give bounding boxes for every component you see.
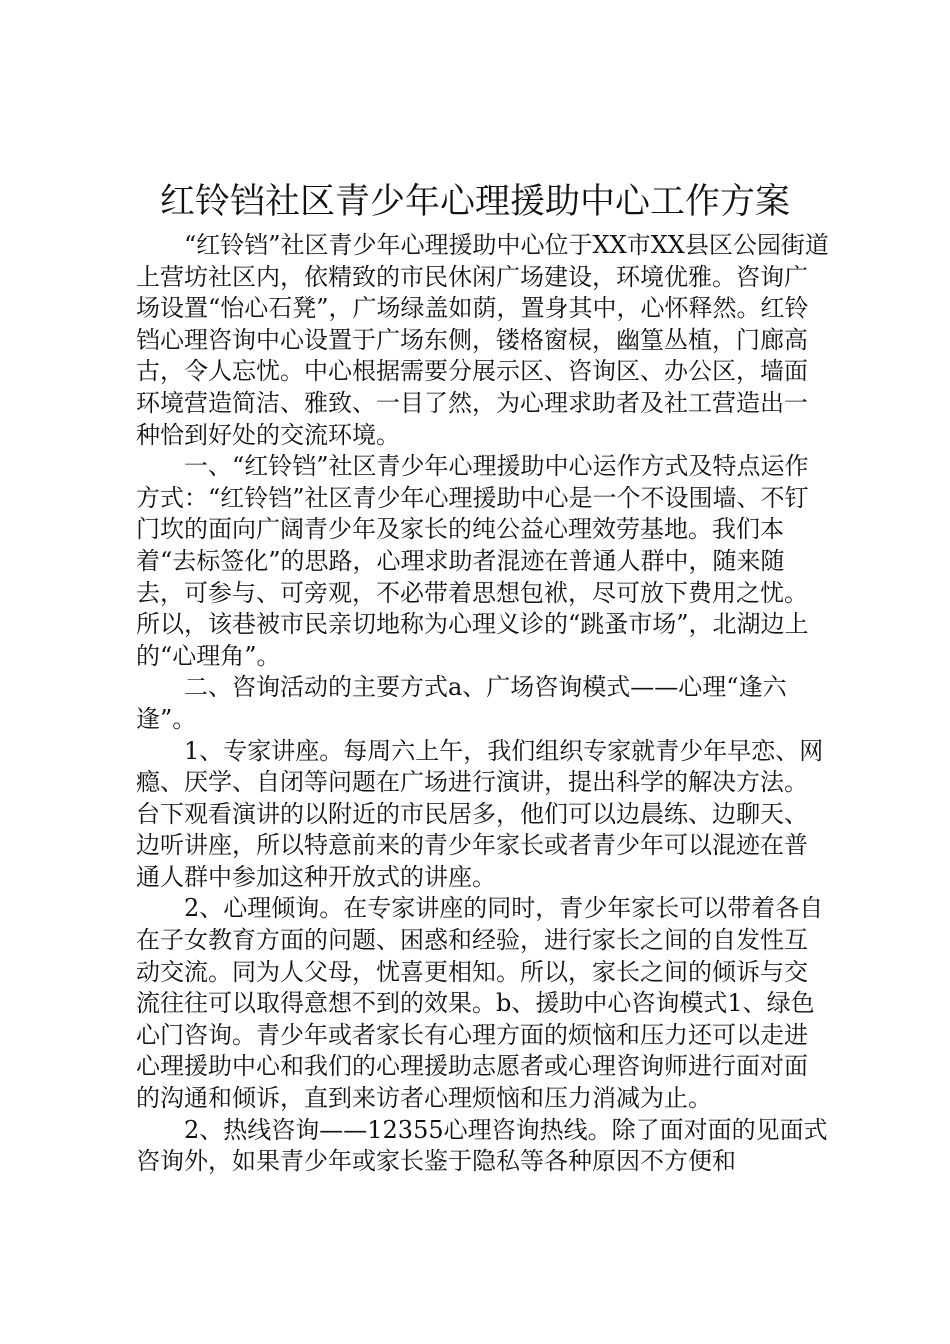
document-title: 红铃铛社区青少年心理援助中心工作方案 [159, 182, 790, 222]
paragraph-expert-lecture: 1、专家讲座。每周六上午，我们组织专家就青少年早恋、网瘾、厌学、自闭等问题在广场进行演讲，提出科学的解决方法。台下观看演讲的以附近的市民居多，他们可以边晨练、边聊天、边听讲座，所以特意前来的青少年家长或者青少年可以混迹在普通人群中参加这种开放式的讲座。 [136, 736, 824, 891]
document-body [136, 230, 830, 1178]
paragraph-intro: “红铃铛”社区青少年心理援助中心位于XX市XX县区公园街道上营坊社区内，依精致的市民休闲广场建设，环境优雅。咨询广场设置“怡心石凳”，广场绿盖如荫，置身其中，心怀释然。红铃铛心理咨询中心设置于广场东侧，镂格窗棂，幽篁丛植，门廊高古，令人忘忧。中心根据需要分展示区、咨询区、办公区，墙面环境营造简洁、雅致、一目了然，为心理求助者及社工营造出一种恰到好处的交流环境。 [136, 231, 829, 449]
paragraph-section-one: 一、“红铃铛”社区青少年心理援助中心运作方式及特点运作方式：“红铃铛”社区青少年心理援助中心是一个不设围墙、不钉门坎的面向广阔青少年及家长的纯公益心理效劳基地。我们本着“去标签化”的思路，心理求助者混迹在普通人群中，随来随去，可参与、可旁观，不必带着思想包袱，尽可放下费用之忧。所以，该巷被市民亲切地称为心理义诊的“跳蚤市场”，北湖边上的“心理角”。 [136, 452, 809, 670]
paragraph-psych-consult: 2、心理倾询。在专家讲座的同时，青少年家长可以带着各自在子女教育方面的问题、困惑和经验，进行家长之间的自发性互动交流。同为人父母，忧喜更相知。所以，家长之间的倾诉与交流往往可以取得意想不到的效果。b、援助中心咨询模式1、绿色心门咨询。青少年或者家长有心理方面的烦恼和压力还可以走进心理援助中心和我们的心理援助志愿者或心理咨询师进行面对面的沟通和倾诉，直到来访者心理烦恼和压力消减为止。 [136, 894, 824, 1113]
paragraph-section-two: 二、咨询活动的主要方式a、广场咨询模式——心理“逢六逢”。 [136, 673, 787, 733]
paragraph-hotline: 2、热线咨询——12355心理咨询热线。除了面对面的见面式咨询外，如果青少年或家长鉴于隐私等各种原因不方便和 [136, 1115, 828, 1176]
